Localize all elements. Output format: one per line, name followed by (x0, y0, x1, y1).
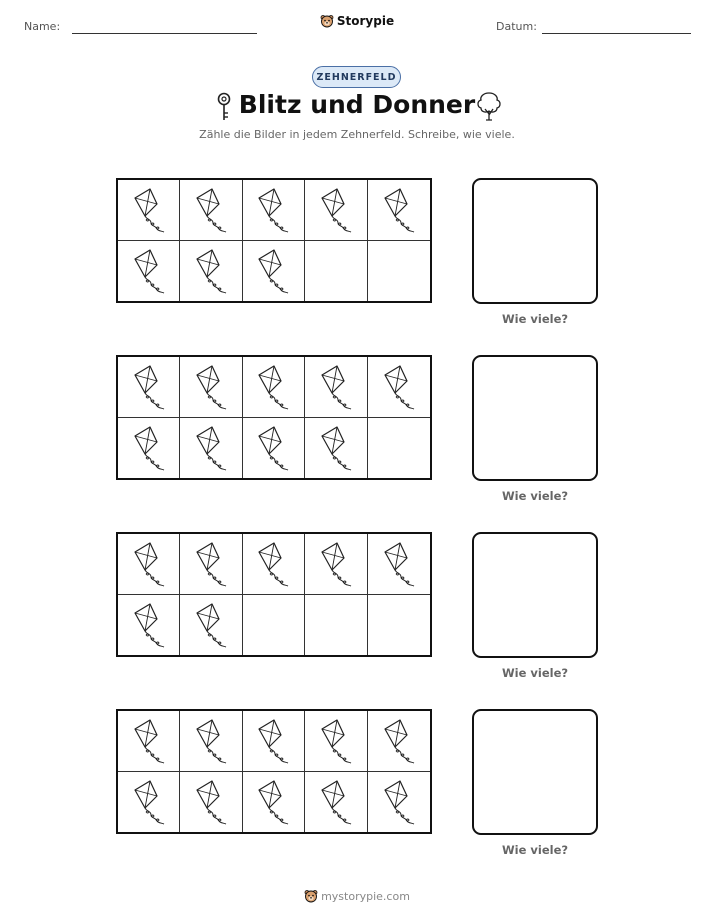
ten-frame-cell (305, 418, 367, 479)
kite-icon (129, 247, 169, 295)
ten-frame-cell (118, 180, 180, 241)
ten-frame-cell (180, 180, 242, 241)
kite-icon (316, 778, 356, 826)
ten-frame-3 (116, 532, 432, 657)
kite-icon (316, 717, 356, 765)
kite-icon (129, 717, 169, 765)
kite-icon (191, 424, 231, 472)
kite-icon (129, 424, 169, 472)
bear-mascot-icon (320, 14, 334, 28)
kite-icon (253, 186, 293, 234)
date-line[interactable] (542, 33, 691, 34)
ten-frame-cell (243, 772, 305, 833)
ten-frame-cell (243, 241, 305, 302)
kite-icon (379, 540, 419, 588)
kite-icon (253, 540, 293, 588)
ten-frame-cell (305, 180, 367, 241)
ten-frame-cell (180, 595, 242, 656)
kite-icon (129, 601, 169, 649)
date-label: Datum: (496, 20, 537, 33)
ten-frame-cell (180, 241, 242, 302)
kite-icon (316, 363, 356, 411)
answer-box-1[interactable] (472, 178, 598, 304)
ten-frame-cell (243, 711, 305, 772)
ten-frame-cell (368, 711, 430, 772)
ten-frame-cell (118, 595, 180, 656)
ten-frame-cell (180, 357, 242, 418)
ten-frame-cell (118, 357, 180, 418)
ten-frame-cell (180, 418, 242, 479)
name-label: Name: (24, 20, 61, 33)
kite-icon (379, 778, 419, 826)
ten-frame-cell (118, 772, 180, 833)
kite-icon (191, 186, 231, 234)
kite-icon (253, 778, 293, 826)
brand-logo (0, 13, 714, 32)
kite-icon (191, 540, 231, 588)
ten-frame-cell (243, 418, 305, 479)
kite-icon (316, 186, 356, 234)
ten-frame-cell (305, 357, 367, 418)
ten-frame-cell (243, 595, 305, 656)
kite-icon (316, 540, 356, 588)
ten-frame-cell (368, 357, 430, 418)
ten-frame-cell (180, 772, 242, 833)
ten-frame-cell (305, 595, 367, 656)
answer-label-1: Wie viele? (501, 312, 569, 326)
kite-icon (129, 778, 169, 826)
ten-frame-cell (243, 534, 305, 595)
kite-icon (316, 424, 356, 472)
ten-frame-cell (368, 241, 430, 302)
kite-icon (129, 186, 169, 234)
kite-icon (191, 778, 231, 826)
ten-frame-cell (180, 711, 242, 772)
answer-label-4: Wie viele? (501, 843, 569, 857)
ten-frame-cell (368, 534, 430, 595)
tree-icon (474, 90, 504, 122)
ten-frame-4 (116, 709, 432, 834)
answer-label-2: Wie viele? (501, 489, 569, 503)
ten-frame-cell (368, 595, 430, 656)
kite-icon (129, 363, 169, 411)
answer-box-4[interactable] (472, 709, 598, 835)
kite-icon (191, 363, 231, 411)
ten-frame-1 (116, 178, 432, 303)
answer-box-2[interactable] (472, 355, 598, 481)
kite-icon (253, 424, 293, 472)
kite-icon (191, 601, 231, 649)
footer-url: mystorypie.com (321, 889, 410, 903)
instructions: Zähle die Bilder in jedem Zehnerfeld. Schreibe, wie viele. (199, 128, 515, 141)
footer (0, 888, 714, 907)
kite-icon (253, 717, 293, 765)
brand-name: Storypie (336, 14, 395, 28)
ten-frame-cell (243, 180, 305, 241)
kite-icon (191, 247, 231, 295)
kite-icon (191, 717, 231, 765)
ten-frame-cell (180, 534, 242, 595)
kite-icon (129, 540, 169, 588)
ten-frame-cell (305, 241, 367, 302)
ten-frame-cell (368, 418, 430, 479)
worksheet-type-badge: ZEHNERFELD (312, 66, 401, 88)
kite-icon (379, 186, 419, 234)
answer-label-3: Wie viele? (501, 666, 569, 680)
ten-frame-cell (118, 418, 180, 479)
kite-icon (253, 363, 293, 411)
ten-frame-2 (116, 355, 432, 480)
kite-icon (379, 363, 419, 411)
page-title: Blitz und Donner (238, 90, 476, 119)
ten-frame-cell (305, 772, 367, 833)
ten-frame-cell (118, 711, 180, 772)
ten-frame-cell (243, 357, 305, 418)
ten-frame-cell (118, 241, 180, 302)
name-line[interactable] (72, 33, 257, 34)
ten-frame-cell (305, 534, 367, 595)
bear-mascot-icon (304, 889, 318, 903)
kite-icon (379, 717, 419, 765)
ten-frame-cell (118, 534, 180, 595)
ten-frame-cell (305, 711, 367, 772)
ten-frame-cell (368, 772, 430, 833)
answer-box-3[interactable] (472, 532, 598, 658)
ten-frame-cell (368, 180, 430, 241)
kite-icon (253, 247, 293, 295)
